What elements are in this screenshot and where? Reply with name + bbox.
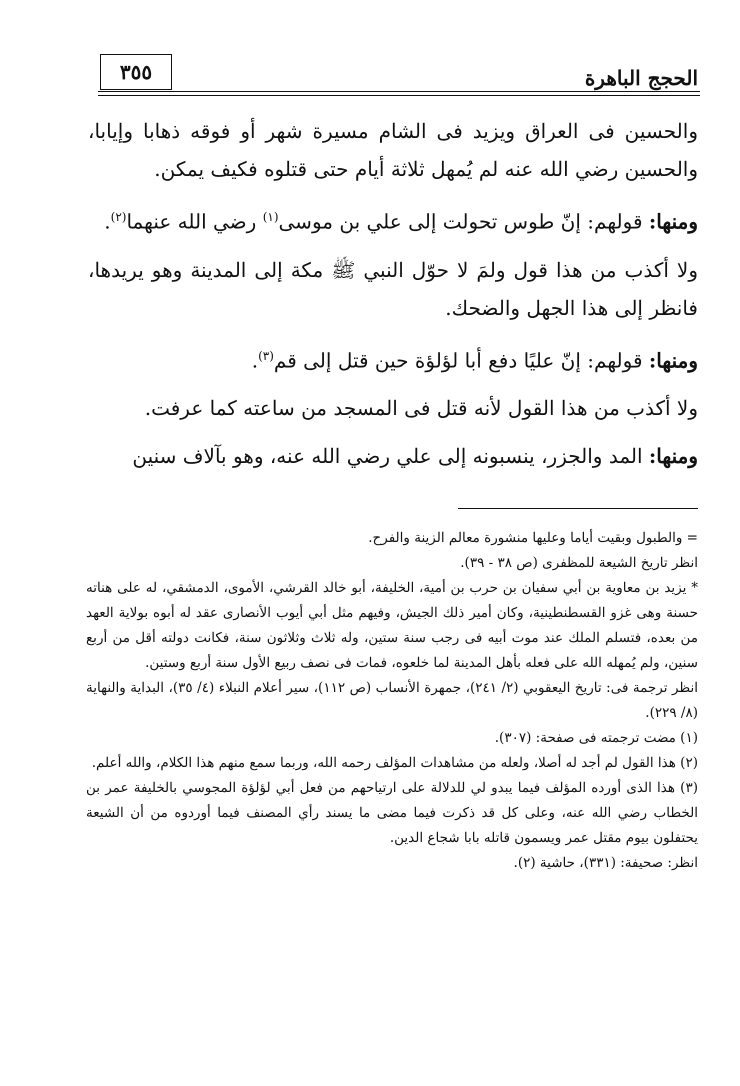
main-text bbox=[88, 112, 698, 485]
running-header-title: الحجج الباهرة bbox=[584, 66, 698, 90]
paragraph-2 bbox=[88, 198, 698, 241]
footnote-biography: * يزيد بن معاوية بن أبي سفيان بن حرب بن أمية، الخليفة، أبو خالد القرشي، الأموى، الدمشقي، له على هناته حسنة وهى غزو القسطنطينية، وكان أمير ذلك الجيش، وفيهم مثل أبي أيوب الأنصارى عقد له أبوه بولاية العهد من بعده، فتسلم الملك عند موت أبيه فى رجب سنة ستين، وله ثلاث وثلاثون سنة، فكانت دولته أقل من أربع سنين، ولم يُمهله الله على فعله بأهل المدينة لما خلعوه، فمات فى نصف ربيع الأول سنة أربع وستين. bbox=[86, 580, 698, 671]
paragraph-text: قولهم: إنّ طوس تحولت إلى علي بن موسى bbox=[278, 209, 649, 234]
footnote-source: انظر: صحيفة: (٣٣١)، حاشية (٢). bbox=[513, 855, 698, 871]
header-rule bbox=[98, 91, 700, 92]
paragraph-6 bbox=[88, 437, 698, 475]
paragraph-end: . bbox=[251, 348, 259, 373]
paragraph-lead: ومنها: bbox=[648, 209, 698, 234]
footnote-ref-1: (١) bbox=[262, 210, 279, 224]
paragraph-lead: ومنها: bbox=[648, 444, 698, 469]
paragraph-3: ولا أكذب من هذا قول ولمَ لا حوّل النبي ﷺ مكة إلى المدينة وهو يريدها، فانظر إلى هذا الجهل والضحك. bbox=[88, 257, 698, 320]
footnote-separator bbox=[458, 508, 698, 509]
footnotes bbox=[86, 526, 698, 876]
footnote-1: (١) مضت ترجمته فى صفحة: (٣٠٧). bbox=[494, 730, 698, 746]
footnote-ref-2: (٢) bbox=[110, 210, 127, 224]
footnote-source: انظر تاريخ الشيعة للمظفرى (ص ٣٨ - ٣٩). bbox=[460, 555, 698, 571]
footnote-source: انظر ترجمة فى: تاريخ اليعقوبي (٢/ ٢٤١)، جمهرة الأنساب (ص ١١٢)، سير أعلام النبلاء (٤/ ٣٥)، البداية والنهاية (٨/ ٢٢٩). bbox=[86, 680, 699, 721]
footnote-2: (٢) هذا القول لم أجد له أصلا، ولعله من مشاهدات المؤلف رحمه الله، وربما سمع منهم هذا الكلام، والله أعلم. bbox=[91, 755, 698, 771]
paragraph-end: . bbox=[104, 209, 111, 234]
page-number: ٣٥٥ bbox=[100, 54, 172, 90]
paragraph-text: رضي الله عنهما bbox=[126, 209, 263, 234]
paragraph-text: المد والجزر، ينسبونه إلى علي رضي الله عنه، وهو بآلاف سنين bbox=[132, 444, 649, 469]
paragraph-lead: ومنها: bbox=[648, 348, 698, 373]
footnote-ref-3: (٣) bbox=[258, 348, 274, 363]
footnote-continuation: = والطبول وبقيت أياما وعليها منشورة معالم الزينة والفرح. bbox=[368, 530, 698, 546]
footnote-3: (٣) هذا الذى أورده المؤلف فيما يبدو لي للدلالة على ارتياحهم من فعل أبي لؤلؤة المجوسي بالخليفة عمر بن الخطاب رضي الله عنه، وعلى كل قد ذكرت فيما مضى ما يسند رأي المصنف فيما أوردوه من أن الشيعة يحتفلون بيوم مقتل عمر ويسمون قاتله بابا شجاع الدين. bbox=[86, 780, 698, 846]
paragraph-1: والحسين فى العراق ويزيد فى الشام مسيرة شهر أو فوقه ذهابا وإيابا، والحسين رضي الله عنه لم يُمهل ثلاثة أيام حتى قتلوه فكيف يمكن. bbox=[88, 119, 698, 181]
paragraph-5: ولا أكذب من هذا القول لأنه قتل فى المسجد من ساعته كما عرفت. bbox=[144, 396, 698, 421]
header-rule-double bbox=[98, 95, 700, 96]
paragraph-text: قولهم: إنّ عليًا دفع أبا لؤلؤة حين قتل إلى قم bbox=[273, 348, 649, 373]
paragraph-4 bbox=[88, 337, 698, 380]
